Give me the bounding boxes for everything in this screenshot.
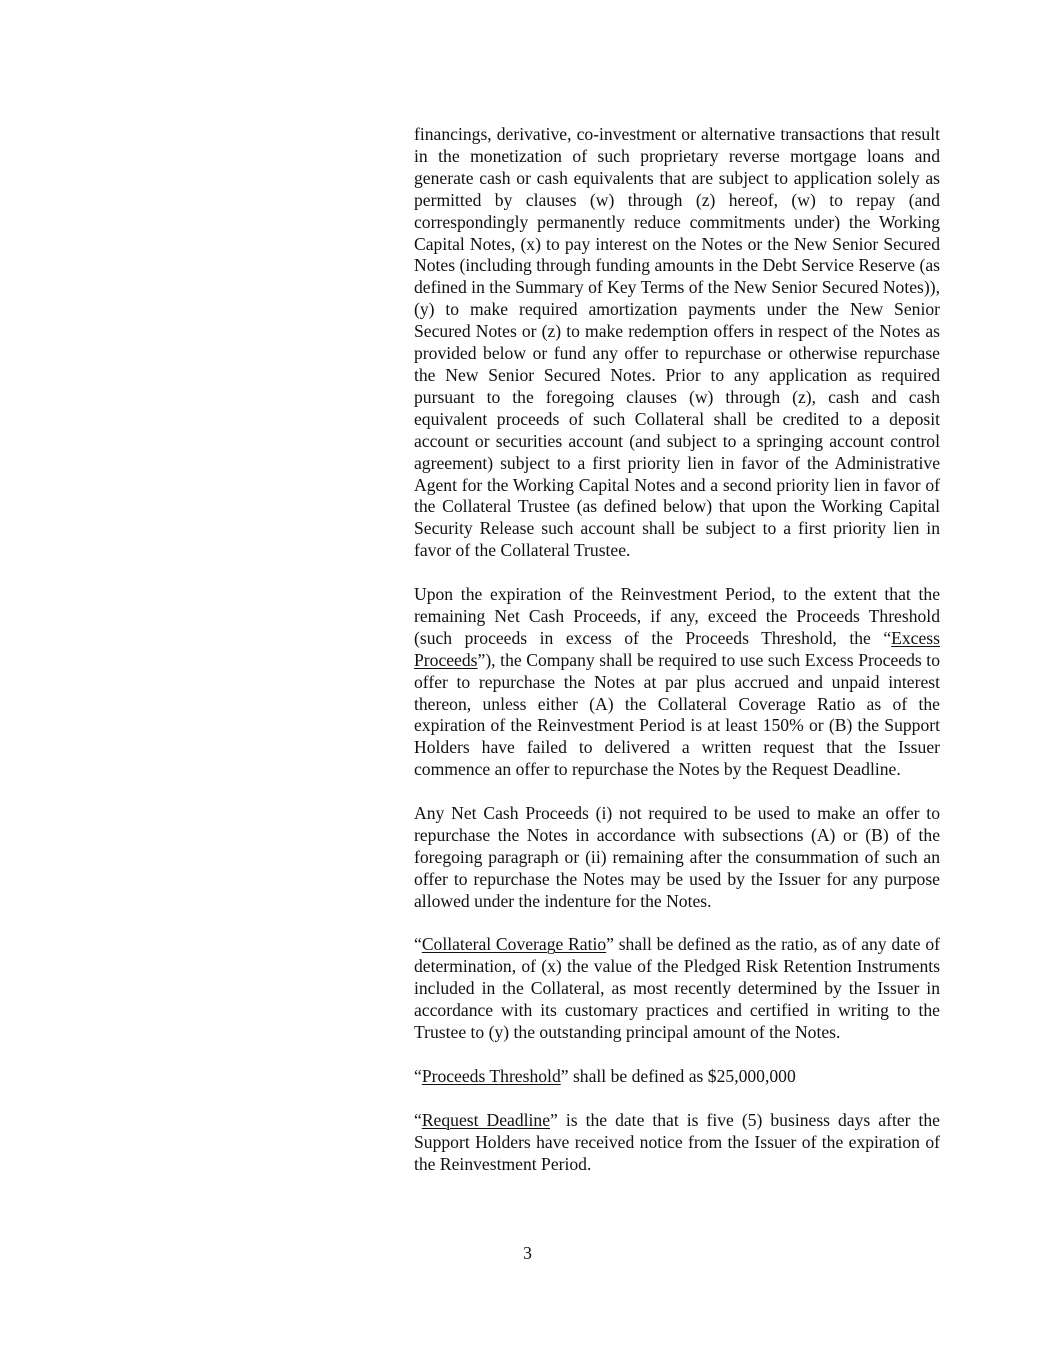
defined-term-collateral-coverage-ratio: Collateral Coverage Ratio [421,934,607,955]
paragraph-text: Upon the expiration of the Reinvestment Period, to the extent that the remaining Net Cash Proceeds, if any, exceed the Proceeds Threshold (such proceeds in excess of the Proceeds Threshold, the “ [414,584,940,648]
defined-term-request-deadline: Request Deadline [421,1109,551,1130]
document-body [414,124,940,1197]
defined-term-excess-proceeds: Excess Proceeds [414,627,940,670]
paragraph-text: ”), the Company shall be required to use such Excess Proceeds to offer to repurchase the Notes at par plus accrued and unpaid interest thereon, unless either (A) the Collateral Coverage Ratio as of the expiration of the Reinvestment Period is at least 150% or (B) the Support Holders have failed to delivered a written request that the Issuer commence an offer to repurchase the Notes by the Request Deadline. [414,649,940,780]
page-number-text: 3 [523,1243,532,1263]
paragraph-text: “ [414,934,422,955]
paragraph-request-deadline [414,1110,940,1176]
defined-term-proceeds-threshold: Proceeds Threshold [421,1065,561,1086]
paragraph-text: ” shall be defined as the ratio, as of any date of determination, of (x) the value of the Pledged Risk Retention Instruments included in the Collateral, as most recently determined by the Issuer in accordance with its customary practices and certified in writing to the Trustee to (y) the outstanding principal amount of the Notes. [414,934,940,1043]
paragraph-text: ” shall be defined as $25,000,000 [560,1065,796,1086]
paragraph-text: “ [414,1065,422,1086]
paragraph-net-cash-proceeds: Any Net Cash Proceeds (i) not required to be used to make an offer to repurchase the Notes in accordance with subsections (A) or (B) of the foregoing paragraph or (ii) remaining after the consummation of such an offer to repurchase the Notes may be used by the Issuer for any purpose allowed under the indenture for the Notes. [414,803,940,911]
paragraph-text: “ [414,1109,422,1130]
paragraph-collateral-proceeds: financings, derivative, co-investment or alternative transactions that result in the monetization of such proprietary reverse mortgage loans and generate cash or cash equivalents that are subject to application solely as permitted by clauses (w) through (z) hereof, (w) to repay (and correspondingly permanently reduce commitments under) the Working Capital Notes, (x) to pay interest on the Notes or the New Senior Secured Notes (including through funding amounts in the Debt Service Reserve (as defined in the Summary of Key Terms of the New Senior Secured Notes)), (y) to make required amortization payments under the New Senior Secured Notes or (z) to make redemption offers in respect of the Notes as provided below or fund any offer to repurchase or otherwise repurchase the New Senior Secured Notes. Prior to any application as required pursuant to the foregoing clauses (w) through (z), cash and cash equivalent proceeds of such Collateral shall be credited to a deposit account or securities account (and subject to a springing account control agreement) subject to a first priority lien in favor of the Administrative Agent for the Working Capital Notes and a second priority lien in favor of the Collateral Trustee (as defined below) that upon the Working Capital Security Release such account shall be subject to a first priority lien in favor of the Collateral Trustee. [414,124,940,561]
paragraph-text: ” is the date that is five (5) business days after the Support Holders have received notice from the Issuer of the expiration of the Reinvestment Period. [414,1109,940,1174]
paragraph-proceeds-threshold [414,1066,940,1088]
page-number [0,1242,1055,1264]
paragraph-collateral-coverage-ratio [414,934,940,1044]
paragraph-excess-proceeds [414,584,940,781]
